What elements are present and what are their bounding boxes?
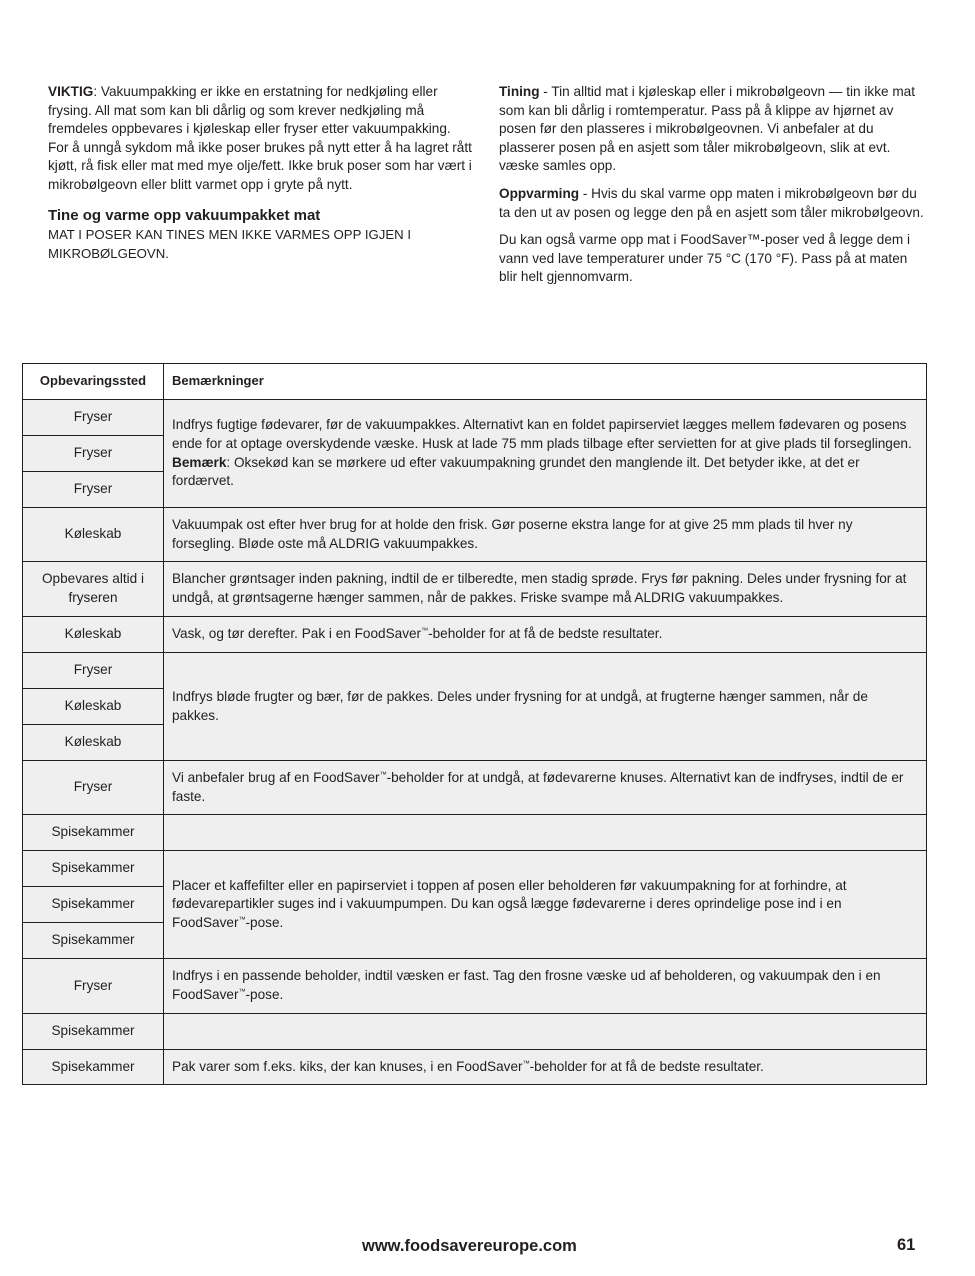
place-cell: Spisekammer: [23, 887, 164, 923]
table-row: [23, 508, 927, 562]
place-cell: Fryser: [23, 761, 164, 815]
place-cell: Spisekammer: [23, 851, 164, 887]
table-row: [23, 815, 927, 851]
notes-cell: [164, 1050, 927, 1085]
place-cell: Spisekammer: [23, 1050, 164, 1085]
place-cell: Fryser: [23, 436, 164, 472]
notes-text: Vi anbefaler brug af en FoodSaver: [172, 769, 380, 785]
footer-url: www.foodsavereurope.com: [362, 1237, 577, 1255]
notes-cell: [164, 959, 927, 1014]
oppvarming-paragraph: [499, 185, 929, 222]
notes-text: -beholder for at få de bedste resultater.: [428, 626, 663, 642]
viktig-paragraph: [48, 83, 473, 195]
storage-table: [22, 363, 927, 1085]
table-row: [23, 653, 927, 689]
header-place: Opbevaringssted: [23, 364, 164, 400]
place-cell: Fryser: [23, 472, 164, 508]
place-cell: Køleskab: [23, 725, 164, 761]
place-cell: Spisekammer: [23, 815, 164, 851]
table-header-row: [23, 364, 927, 400]
table-row: [23, 851, 927, 887]
foodsaver-paragraph: Du kan også varme opp mat i FoodSaver™-poser ved å legge dem i vann ved lave temperaturer under 75 °C (170 °F). Pass på at maten blir helt gjennomvarm.: [499, 232, 911, 285]
table-row: [23, 562, 927, 617]
place-cell: Spisekammer: [23, 1014, 164, 1050]
trademark-symbol: ™: [238, 916, 246, 924]
tining-text: - Tin alltid mat i kjøleskap eller i mikrobølgeovn — tin ikke mat som kan bli dårlig i romtemperatur. Pass på å klippe av hjørnet av posen før den plasseres i mikrobølgeovnen. Vi anbefaler at du plasserer posen på en asjett som tåler mikrobølgeovn, slik at evt. væske samles opp.: [499, 84, 915, 174]
notes-text: Placer et kaffefilter eller en papirserviet i toppen af posen eller beholderen før vakuumpakning for at forhindre, at fødevarepartikler suges ind i vakuumpumpen. Du kan også lægge fødevarerne i deres oprindelige pose ind i en FoodSaver: [172, 877, 847, 930]
trademark-symbol: ™: [379, 771, 387, 779]
place-cell: Køleskab: [23, 689, 164, 725]
table-row: [23, 617, 927, 653]
notes-text: Indfrys i en passende beholder, indtil væsken er fast. Tag den frosne væske ud af beholderen, og vakuumpak den i en FoodSaver: [172, 968, 881, 1002]
place-cell: Fryser: [23, 400, 164, 436]
notes-text: Indfrys fugtige fødevarer, før de vakuumpakkes. Alternativt kan en foldet papirserviet lægges mellem fødevaren og posens ende for at optage overskydende væske. Husk at lade 75 mm plads tilbage efter servietten for at give plads til forseglingen.: [172, 417, 912, 451]
notes-text: Vask, og tør derefter. Pak i en FoodSaver: [172, 626, 422, 642]
viktig-text: : Vakuumpakking er ikke en erstatning for nedkjøling eller frysing. All mat som kan bli dårlig og som krever nedkjøling må fremdeles oppbevares i kjøleskap eller fryser etter vakuumpakking. For å unngå sykdom må ikke poser brukes på nytt etter å ha lagret rått kjøtt, rå fisk eller mat med mye olje/fett. Ikke bruk poser som har vært i mikrobølgeovn eller blitt varmet opp i gryte på nytt.: [48, 84, 472, 192]
notes-cell: Blancher grøntsager inden pakning, indtil de er tilberedte, men stadig sprøde. Frys før pakning. Deles under frysning for at undgå, at grøntsagerne hænger sammen, når de pakkes. Friske svampe må ALDRIG vakuumpakkes.: [164, 562, 927, 617]
place-cell: Køleskab: [23, 508, 164, 562]
place-cell: Opbevares altid i fryseren: [23, 562, 164, 617]
notes-cell: [164, 761, 927, 815]
oppvarming-text: - Hvis du skal varme opp maten i mikrobølgeovn bør du ta den ut av posen og legge den på en asjett som tåler mikrobølgeovn.: [499, 185, 924, 220]
trademark-symbol: ™: [238, 988, 246, 996]
table-row: [23, 761, 927, 815]
oppvarming-label: Oppvarming: [499, 185, 580, 201]
place-cell: Køleskab: [23, 617, 164, 653]
viktig-label: VIKTIG: [48, 84, 94, 99]
table-row: [23, 1014, 927, 1050]
notes-text: -pose.: [245, 914, 284, 930]
notes-text: -beholder for at undgå, at fødevarerne knuses. Alternativt kan de indfryses, indtil de er faste.: [172, 769, 904, 804]
notes-cell-empty: [164, 815, 927, 851]
notes-cell: Indfrys bløde frugter og bær, før de pakkes. Deles under frysning for at undgå, at frugterne hænger sammen, når de pakkes.: [164, 653, 927, 761]
left-text-column: [48, 83, 473, 263]
trademark-symbol: ™: [421, 627, 429, 635]
section-heading: Tine og varme opp vakuumpakket mat: [48, 206, 321, 224]
notes-cell: [164, 400, 927, 508]
tining-paragraph: [499, 83, 929, 176]
notes-cell-empty: [164, 1014, 927, 1050]
notes-cell: [164, 617, 927, 653]
header-notes: Bemærkninger: [164, 364, 927, 400]
tining-label: Tining: [499, 84, 540, 99]
notes-cell: [164, 851, 927, 959]
notes-text: -pose.: [245, 987, 284, 1002]
notes-text: Pak varer som f.eks. kiks, der kan knuses, i en FoodSaver: [172, 1058, 523, 1074]
table-row: [23, 400, 927, 436]
place-cell: Fryser: [23, 653, 164, 689]
notes-text: -beholder for at få de bedste resultater.: [529, 1058, 764, 1074]
notes-text: : Oksekød kan se mørkere ud efter vakuumpakning grundet den manglende ilt. Det betyder ikke, at det er fordærvet.: [172, 454, 860, 489]
notes-bold: Bemærk: [172, 454, 227, 470]
notes-cell: Vakuumpak ost efter hver brug for at holde den frisk. Gør poserne ekstra lange for at give 25 mm plads til hver ny forsegling. Bløde oste må ALDRIG vakuumpakkes.: [164, 508, 927, 562]
place-cell: Spisekammer: [23, 923, 164, 959]
caps-notice: MAT I POSER KAN TINES MEN IKKE VARMES OPP IGJEN I MIKROBØLGEOVN.: [48, 226, 411, 261]
page-number: 61: [897, 1236, 916, 1254]
trademark-symbol: ™: [522, 1060, 530, 1068]
table-row: [23, 959, 927, 1014]
place-cell: Fryser: [23, 959, 164, 1014]
right-text-column: [499, 83, 929, 296]
table-row: [23, 1050, 927, 1085]
